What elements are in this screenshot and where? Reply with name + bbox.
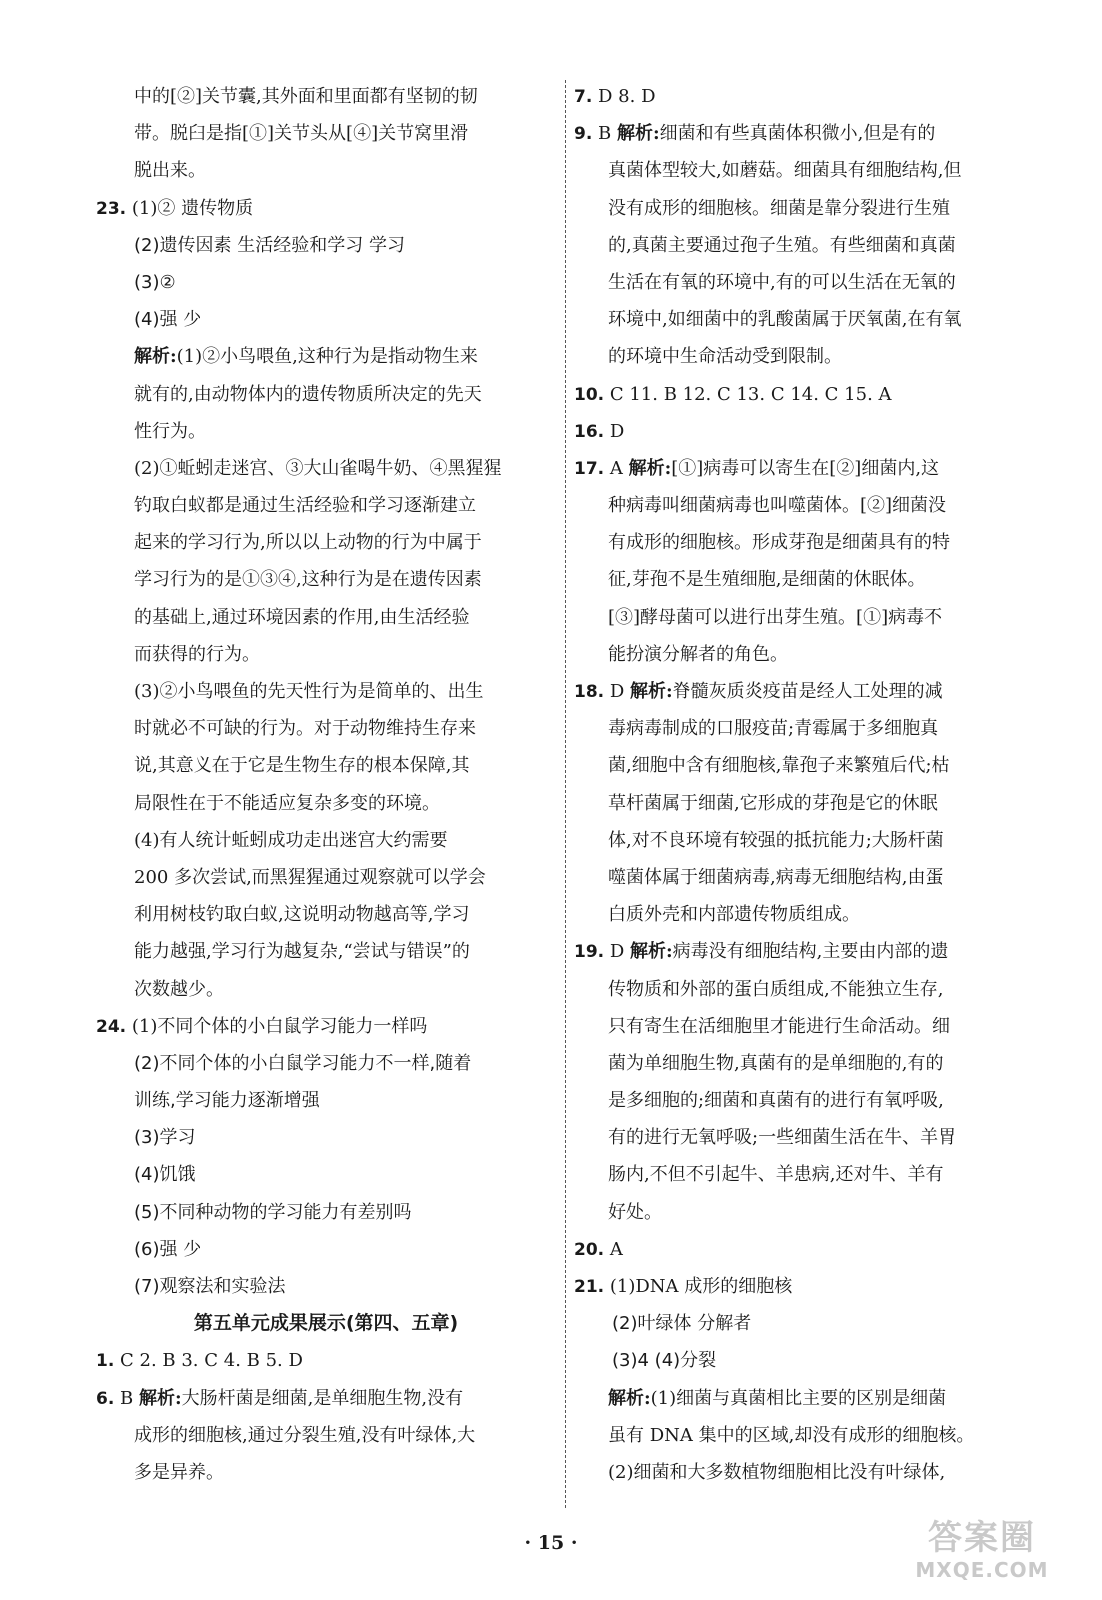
line-text: (2)遗传因素 生活经验和学习 学习 bbox=[134, 234, 405, 256]
line-text: (1)②小鸟喂鱼,这种行为是指动物生来 bbox=[176, 346, 478, 368]
line-text: 能扮演分解者的角色。 bbox=[608, 643, 788, 665]
text-line bbox=[574, 1454, 1032, 1491]
line-text: 菌,细胞中含有细胞核,靠孢子来繁殖后代;枯 bbox=[608, 755, 950, 777]
text-line bbox=[574, 376, 1032, 413]
text-line bbox=[96, 1231, 556, 1268]
text-line bbox=[96, 152, 556, 189]
analysis-label: 解析: bbox=[630, 941, 673, 963]
analysis-label: 解析: bbox=[608, 1387, 651, 1409]
text-line bbox=[96, 1380, 556, 1417]
line-text: 利用树枝钓取白蚁,这说明动物越高等,学习 bbox=[134, 904, 470, 926]
line-text: (3)4 (4)分裂 bbox=[612, 1350, 717, 1372]
text-line bbox=[574, 1008, 1032, 1045]
text-line bbox=[574, 933, 1032, 970]
text-line bbox=[574, 1268, 1032, 1305]
text-line bbox=[96, 78, 556, 115]
line-text: 种病毒叫细菌病毒也叫噬菌体。[②]细菌没 bbox=[608, 495, 947, 517]
line-text: D bbox=[604, 681, 630, 702]
line-text: 次数越少。 bbox=[134, 978, 224, 1000]
text-line bbox=[96, 227, 556, 264]
line-text: 肠内,不但不引起牛、羊患病,还对牛、羊有 bbox=[608, 1164, 944, 1186]
line-text: 环境中,如细菌中的乳酸菌属于厌氧菌,在有氧 bbox=[608, 309, 962, 331]
text-line bbox=[574, 636, 1032, 673]
text-line bbox=[574, 822, 1032, 859]
text-line bbox=[574, 1342, 1032, 1379]
line-text: 只有寄生在活细胞里才能进行生命活动。细 bbox=[608, 1015, 950, 1037]
line-text: 真菌体型较大,如蘑菇。细菌具有细胞结构,但 bbox=[608, 160, 962, 182]
line-text: 的,真菌主要通过孢子生殖。有些细菌和真菌 bbox=[608, 234, 956, 256]
watermark-text: 答案圈 bbox=[928, 1518, 1036, 1558]
line-text: (4)有人统计蚯蚓成功走出迷宫大约需要 bbox=[134, 829, 448, 851]
text-line bbox=[96, 376, 556, 413]
text-line bbox=[96, 747, 556, 784]
text-line bbox=[574, 971, 1032, 1008]
text-line bbox=[96, 1008, 556, 1045]
text-line bbox=[574, 338, 1032, 375]
text-line bbox=[96, 971, 556, 1008]
line-text: 脱出来。 bbox=[134, 160, 206, 182]
line-text: 白质外壳和内部遗传物质组成。 bbox=[608, 904, 860, 926]
line-text: A bbox=[604, 1238, 623, 1260]
text-line bbox=[574, 1156, 1032, 1193]
text-line bbox=[574, 1417, 1032, 1454]
text-line bbox=[96, 933, 556, 970]
text-line bbox=[574, 301, 1032, 338]
line-text: [①]病毒可以寄生在[②]细菌内,这 bbox=[671, 457, 940, 479]
line-text: 能力越强,学习行为越复杂,“尝试与错误”的 bbox=[134, 941, 470, 963]
text-line bbox=[574, 450, 1032, 487]
line-text: B bbox=[592, 123, 617, 145]
text-line bbox=[96, 524, 556, 561]
line-text: A bbox=[604, 457, 629, 479]
text-line bbox=[96, 1454, 556, 1491]
line-text: C 11. B 12. C 13. C 14. C 15. A bbox=[604, 383, 892, 405]
line-text: 就有的,由动物体内的遗传物质所决定的先天 bbox=[134, 383, 482, 405]
text-line bbox=[96, 115, 556, 152]
text-line bbox=[574, 78, 1032, 115]
line-text: 200 多次尝试,而黑猩猩通过观察就可以学会 bbox=[134, 866, 486, 888]
text-line bbox=[96, 896, 556, 933]
line-text: 带。脱臼是指[①]关节头从[④]关节窝里滑 bbox=[134, 123, 469, 145]
question-number: 10. bbox=[574, 384, 605, 405]
text-line bbox=[574, 1231, 1032, 1268]
line-text: 的基础上,通过环境因素的作用,由生活经验 bbox=[134, 606, 470, 628]
watermark-logo bbox=[892, 1518, 1072, 1588]
line-text: 说,其意义在于它是生物生存的根本保障,其 bbox=[134, 755, 470, 777]
text-line bbox=[96, 1119, 556, 1156]
line-text: (3)学习 bbox=[134, 1127, 196, 1149]
line-text: 菌为单细胞生物,真菌有的是单细胞的,有的 bbox=[608, 1052, 944, 1074]
right-column bbox=[574, 78, 1032, 1520]
line-text: (2)①蚯蚓走迷宫、③大山雀喝牛奶、④黑猩猩 bbox=[134, 457, 502, 479]
text-line bbox=[96, 561, 556, 598]
text-line bbox=[574, 1082, 1032, 1119]
line-text: 性行为。 bbox=[134, 420, 206, 442]
column-divider bbox=[565, 80, 566, 1508]
analysis-label: 解析: bbox=[616, 123, 660, 145]
text-line bbox=[96, 264, 556, 301]
text-line bbox=[96, 822, 556, 859]
text-line bbox=[574, 747, 1032, 784]
question-number: 21. bbox=[574, 1277, 605, 1297]
question-number: 20. bbox=[574, 1239, 605, 1260]
line-text: 成形的细胞核,通过分裂生殖,没有叶绿体,大 bbox=[134, 1424, 476, 1446]
line-text: C 2. B 3. C 4. B 5. D bbox=[114, 1350, 303, 1372]
line-text: 中的[②]关节囊,其外面和里面都有坚韧的韧 bbox=[134, 86, 478, 107]
text-line bbox=[96, 1417, 556, 1454]
text-line bbox=[96, 413, 556, 450]
line-text: 细菌和有些真菌体积微小,但是有的 bbox=[659, 123, 936, 145]
text-line bbox=[574, 896, 1032, 933]
line-text: 的环境中生命活动受到限制。 bbox=[608, 346, 842, 368]
line-text: (4)饥饿 bbox=[134, 1164, 196, 1186]
line-text: 钓取白蚁都是通过生活经验和学习逐渐建立 bbox=[134, 495, 476, 517]
text-line bbox=[574, 152, 1032, 189]
line-text: (5)不同种动物的学习能力有差别吗 bbox=[134, 1201, 412, 1223]
text-line bbox=[574, 785, 1032, 822]
line-text: 有的进行无氧呼吸;一些细菌生活在牛、羊胃 bbox=[608, 1127, 957, 1149]
line-text: 好处。 bbox=[608, 1201, 662, 1223]
line-text: (4)强 少 bbox=[134, 309, 202, 331]
text-line bbox=[574, 859, 1032, 896]
text-line bbox=[96, 338, 556, 375]
question-number: 6. bbox=[96, 1388, 115, 1409]
text-line bbox=[574, 1045, 1032, 1082]
section-heading: 第五单元成果展示(第四、五章) bbox=[193, 1312, 459, 1335]
text-line bbox=[96, 859, 556, 896]
line-text: 虽有 DNA 集中的区域,却没有成形的细胞核。 bbox=[608, 1424, 975, 1446]
line-text: (1)② 遗传物质 bbox=[126, 197, 254, 219]
watermark-url: MXQE.COM bbox=[915, 1558, 1049, 1582]
line-text: (1)细菌与真菌相比主要的区别是细菌 bbox=[650, 1387, 947, 1409]
text-line bbox=[96, 599, 556, 636]
line-text: (2)细菌和大多数植物细胞相比没有叶绿体, bbox=[608, 1461, 946, 1483]
line-text: 而获得的行为。 bbox=[134, 643, 260, 665]
line-text: 病毒没有细胞结构,主要由内部的遗 bbox=[672, 941, 949, 963]
text-line bbox=[96, 636, 556, 673]
text-line bbox=[574, 1380, 1032, 1417]
line-text: 脊髓灰质炎疫苗是经人工处理的减 bbox=[672, 681, 943, 702]
analysis-label: 解析: bbox=[628, 457, 672, 479]
line-text: 生活在有氧的环境中,有的可以生活在无氧的 bbox=[608, 271, 956, 293]
text-line bbox=[96, 450, 556, 487]
line-text: (3)②小鸟喂鱼的先天性行为是简单的、出生 bbox=[134, 681, 484, 702]
text-line bbox=[574, 1305, 1032, 1342]
analysis-label: 解析: bbox=[138, 1387, 182, 1409]
line-text: (1)DNA 成形的细胞核 bbox=[604, 1276, 793, 1297]
question-number: 23. bbox=[96, 198, 127, 219]
line-text: D 8. D bbox=[592, 86, 656, 107]
line-text: 大肠杆菌是细菌,是单细胞生物,没有 bbox=[181, 1387, 464, 1409]
line-text: 是多细胞的;细菌和真菌有的进行有氧呼吸, bbox=[608, 1090, 944, 1112]
line-text: (7)观察法和实验法 bbox=[134, 1276, 286, 1297]
text-line bbox=[96, 673, 556, 710]
left-column bbox=[96, 78, 556, 1520]
text-line bbox=[574, 227, 1032, 264]
text-line bbox=[96, 710, 556, 747]
text-line bbox=[574, 264, 1032, 301]
text-line bbox=[574, 413, 1032, 450]
line-text: B bbox=[114, 1387, 139, 1409]
line-text: 学习行为的是①③④,这种行为是在遗传因素 bbox=[134, 569, 482, 591]
text-line bbox=[574, 524, 1032, 561]
question-number: 18. bbox=[574, 682, 605, 702]
text-line bbox=[574, 710, 1032, 747]
text-line bbox=[96, 301, 556, 338]
text-line bbox=[574, 673, 1032, 710]
analysis-label: 解析: bbox=[630, 681, 673, 702]
text-line bbox=[96, 1342, 556, 1379]
line-text: 多是异养。 bbox=[134, 1461, 224, 1483]
text-line bbox=[574, 190, 1032, 227]
line-text: 体,对不良环境有较强的抵抗能力;大肠杆菌 bbox=[608, 829, 944, 851]
line-text: 噬菌体属于细菌病毒,病毒无细胞结构,由蛋 bbox=[608, 866, 944, 888]
question-number: 17. bbox=[574, 458, 605, 479]
page-number: · 15 · bbox=[524, 1532, 578, 1554]
line-text: 时就必不可缺的行为。对于动物维持生存来 bbox=[134, 718, 476, 740]
text-line bbox=[96, 1194, 556, 1231]
text-line bbox=[96, 1082, 556, 1119]
line-text: 毒病毒制成的口服疫苗;青霉属于多细胞真 bbox=[608, 718, 939, 740]
line-text: 草杆菌属于细菌,它形成的芽孢是它的休眠 bbox=[608, 792, 938, 814]
text-line bbox=[96, 785, 556, 822]
line-text: D bbox=[604, 420, 625, 442]
line-text: [③]酵母菌可以进行出芽生殖。[①]病毒不 bbox=[608, 606, 943, 628]
text-line bbox=[96, 190, 556, 227]
line-text: D bbox=[604, 941, 630, 963]
analysis-label: 解析: bbox=[134, 346, 177, 368]
text-line bbox=[96, 1045, 556, 1082]
line-text: 传物质和外部的蛋白质组成,不能独立生存, bbox=[608, 978, 944, 1000]
text-line bbox=[96, 487, 556, 524]
line-text: (3)② bbox=[134, 271, 176, 293]
line-text: (2)不同个体的小白鼠学习能力不一样,随着 bbox=[134, 1052, 472, 1074]
line-text: 征,芽孢不是生殖细胞,是细菌的休眠体。 bbox=[608, 569, 926, 591]
text-line bbox=[574, 561, 1032, 598]
question-number: 16. bbox=[574, 421, 605, 442]
line-text: (1)不同个体的小白鼠学习能力一样吗 bbox=[126, 1015, 428, 1037]
question-number: 19. bbox=[574, 942, 605, 963]
line-text: 训练,学习能力逐渐增强 bbox=[134, 1090, 320, 1112]
line-text: 起来的学习行为,所以以上动物的行为中属于 bbox=[134, 532, 482, 554]
line-text: 没有成形的细胞核。细菌是靠分裂进行生殖 bbox=[608, 197, 950, 219]
question-number: 7. bbox=[574, 87, 593, 107]
text-line bbox=[574, 1119, 1032, 1156]
question-number: 1. bbox=[96, 1351, 115, 1372]
line-text: (6)强 少 bbox=[134, 1238, 202, 1260]
text-line bbox=[96, 1268, 556, 1305]
text-line bbox=[574, 599, 1032, 636]
text-line bbox=[574, 487, 1032, 524]
question-number: 24. bbox=[96, 1016, 127, 1037]
line-text: 有成形的细胞核。形成芽孢是细菌具有的特 bbox=[608, 532, 950, 554]
text-line bbox=[96, 1156, 556, 1193]
text-line bbox=[574, 115, 1032, 152]
question-number: 9. bbox=[574, 124, 593, 145]
line-text: 局限性在于不能适应复杂多变的环境。 bbox=[134, 792, 440, 814]
text-line bbox=[574, 1194, 1032, 1231]
line-text: (2)叶绿体 分解者 bbox=[612, 1313, 752, 1335]
